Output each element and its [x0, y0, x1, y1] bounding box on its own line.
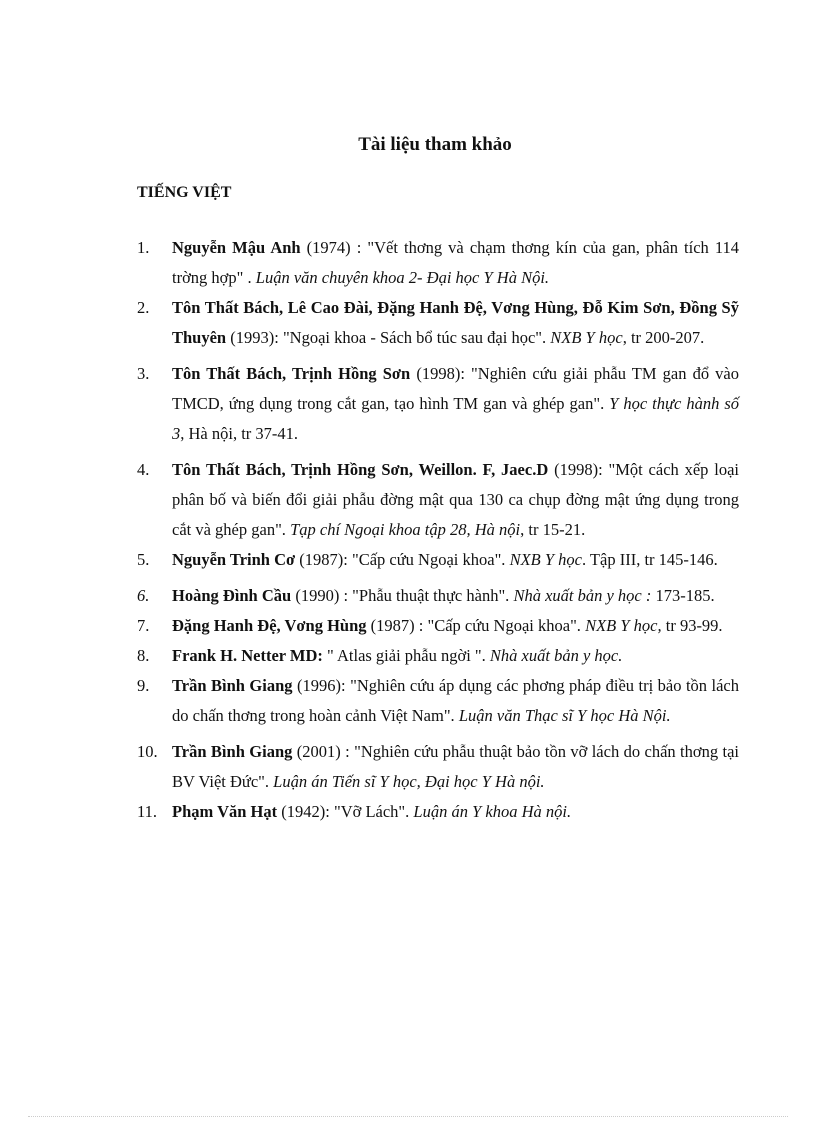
reference-work: "Nghiên cứu giải phẫu TM gan đổ vào TMCD, ứng dụng trong cắt gan, tạo hình TM gan và ghép gan".: [172, 364, 739, 413]
reference-year: (2001) :: [292, 742, 355, 761]
reference-authors: Tôn Thất Bách, Lê Cao Đài, Đặng Hanh Đệ, Vơng Hùng, Đỗ Kim Sơn, Đồng Sỹ Thuyên: [172, 298, 739, 347]
reference-text: [172, 737, 739, 797]
page-title: Tài liệu tham khảo: [358, 134, 512, 155]
reference-number: 10.: [137, 742, 158, 761]
reference-item: [137, 233, 739, 293]
reference-authors: Phạm Văn Hạt: [172, 802, 278, 821]
reference-source: Luận án Tiến sĩ Y học, Đại học Y Hà nội.: [273, 772, 545, 791]
reference-authors: Nguyễn Mậu Anh: [172, 238, 301, 257]
reference-authors: Trần Bình Giang: [172, 742, 293, 761]
reference-item: [137, 581, 739, 611]
reference-authors: Trần Bình Giang: [172, 676, 293, 695]
reference-tail: tr 93-99.: [661, 616, 723, 635]
reference-work: " Atlas giải phẫu ngời ".: [327, 646, 490, 665]
reference-source: Luận văn chuyên khoa 2- Đại học Y Hà Nội.: [255, 268, 550, 287]
reference-item: [137, 359, 739, 449]
reference-number: 3.: [137, 364, 150, 383]
reference-list: [137, 233, 739, 827]
reference-work: "Nghiên cứu áp dụng các phơng pháp điều trị bảo tồn lách do chấn thơng trong hoàn cảnh Việt Nam".: [172, 676, 739, 725]
reference-source: NXB Y học,: [585, 616, 662, 635]
reference-text: [172, 581, 739, 611]
reference-number: 6.: [137, 586, 150, 605]
reference-authors: Hoàng Đình Cầu: [172, 586, 292, 605]
reference-text: [172, 359, 739, 449]
reference-year: (1993):: [226, 328, 283, 347]
reference-source: Luận án Y khoa Hà nội.: [413, 802, 572, 821]
reference-text: [172, 293, 739, 353]
reference-tail: 173-185.: [651, 586, 715, 605]
reference-text: [172, 455, 739, 545]
reference-text: [172, 797, 739, 827]
reference-text: [172, 545, 739, 575]
reference-number: 9.: [137, 676, 150, 695]
reference-item: [137, 641, 739, 671]
reference-number: 2.: [137, 298, 150, 317]
reference-source: Nhà xuất bản y học :: [513, 586, 652, 605]
reference-item: [137, 455, 739, 545]
reference-source: NXB Y học: [550, 328, 623, 347]
reference-source: Tạp chí Ngoại khoa tập 28, Hà nội: [290, 520, 521, 539]
reference-item: [137, 737, 739, 797]
reference-item: [137, 293, 739, 353]
reference-number: 5.: [137, 550, 150, 569]
section-heading: TIẾNG VIỆT: [137, 184, 232, 201]
reference-text: [172, 611, 739, 641]
reference-authors: Frank H. Netter MD:: [172, 646, 323, 665]
reference-item: [137, 611, 739, 641]
reference-authors: Nguyễn Trinh Cơ: [172, 550, 296, 569]
reference-work: "Cấp cứu Ngoại khoa".: [351, 550, 510, 569]
reference-item: [137, 797, 739, 827]
reference-number: 11.: [137, 802, 158, 821]
reference-tail: , Hà nội, tr 37-41.: [180, 424, 299, 443]
reference-work: "Cấp cứu Ngoại khoa".: [427, 616, 586, 635]
reference-item: [137, 545, 739, 575]
reference-work: "Vết thơng và chạm thơng kín của gan, phân tích 114 trờng hợp" .: [172, 238, 740, 287]
reference-text: [172, 641, 739, 671]
reference-work: "Nghiên cứu phẫu thuật bảo tồn vỡ lách do chấn thơng tại BV Việt Đức".: [172, 742, 739, 791]
reference-text: [172, 233, 739, 293]
reference-number: 8.: [137, 646, 150, 665]
reference-text: [172, 671, 739, 731]
reference-authors: Tôn Thất Bách, Trịnh Hồng Sơn, Weillon. F, Jaec.D: [172, 460, 549, 479]
reference-work: "Phẫu thuật thực hành".: [352, 586, 514, 605]
reference-year: (1990) :: [291, 586, 353, 605]
reference-tail: , tr 15-21.: [520, 520, 586, 539]
reference-source: Nhà xuất bản y học.: [489, 646, 623, 665]
reference-year: (1987) :: [366, 616, 428, 635]
reference-source: NXB Y học: [509, 550, 582, 569]
reference-number: 7.: [137, 616, 150, 635]
reference-number: 1.: [137, 238, 150, 257]
reference-year: (1942):: [277, 802, 334, 821]
reference-source: Y học thực hành số 3: [172, 394, 739, 443]
reference-year: (1987):: [295, 550, 352, 569]
footer-divider: [28, 1116, 788, 1117]
reference-tail: . Tập III, tr 145-146.: [581, 550, 718, 569]
reference-source: Luận văn Thạc sĩ Y học Hà Nội.: [458, 706, 671, 725]
reference-work: "Vỡ Lách".: [333, 802, 414, 821]
reference-work: "Ngoại khoa - Sách bổ túc sau đại học".: [282, 328, 551, 347]
reference-number: 4.: [137, 460, 150, 479]
reference-authors: Đặng Hanh Đệ, Vơng Hùng: [172, 616, 367, 635]
reference-year: (1996):: [292, 676, 351, 695]
reference-tail: , tr 200-207.: [622, 328, 705, 347]
reference-year: (1974) :: [300, 238, 368, 257]
reference-work: "Một cách xếp loại phân bố và biến đổi giải phẫu đờng mật qua 130 ca chụp đờng mật ứng dụng trong cắt và ghép gan".: [172, 460, 739, 539]
reference-year: (1998):: [548, 460, 609, 479]
reference-year: (1998):: [410, 364, 472, 383]
reference-authors: Tôn Thất Bách, Trịnh Hồng Sơn: [172, 364, 411, 383]
reference-item: [137, 671, 739, 731]
